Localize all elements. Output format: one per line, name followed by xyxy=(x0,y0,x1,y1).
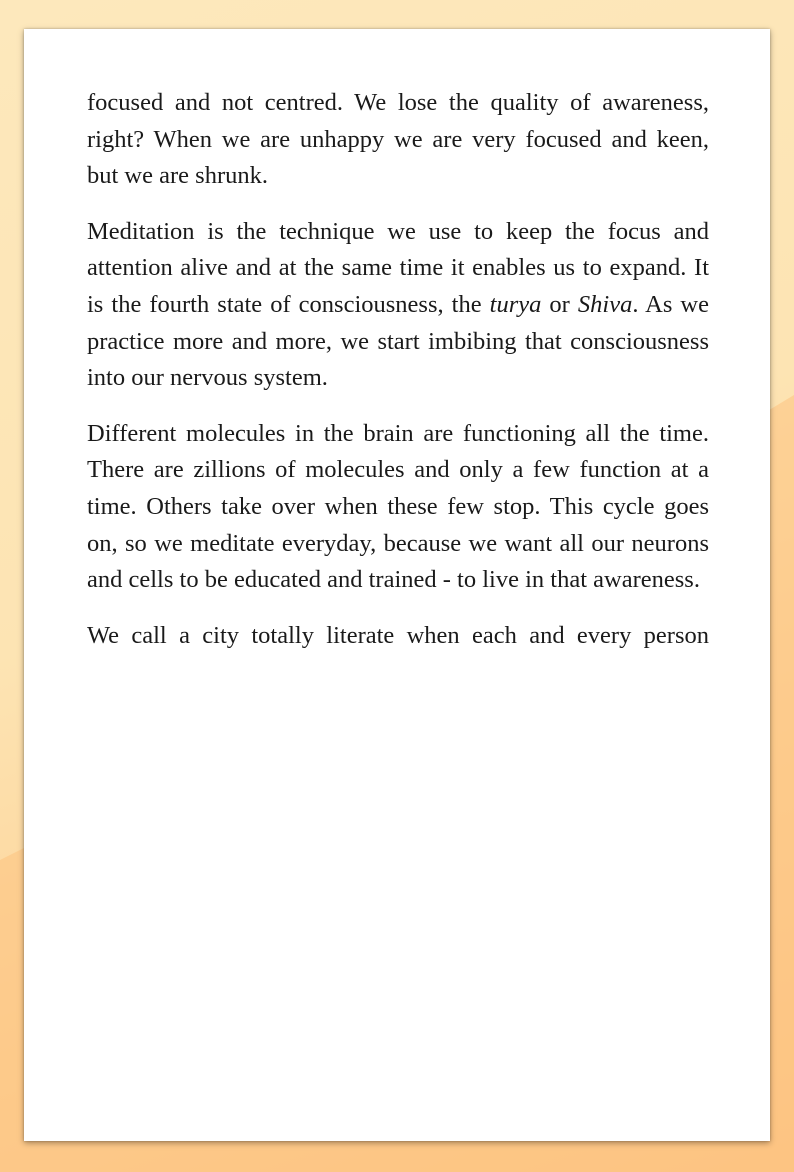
paragraph-2-text-end: . As we practice more and more, we start imbibing that consciousness into our nervous system. xyxy=(87,290,709,392)
italic-term-shiva: Shiva xyxy=(577,290,633,318)
italic-term-turya: turya xyxy=(489,290,542,318)
paragraph-4: We call a city totally literate when each and every person xyxy=(87,621,709,649)
paragraph-3: Different molecules in the brain are functioning all the time. There are zillions of molecules and only a few function at a time. Others take over when these few stop. This cycle goes on, so we meditate everyday, because we want all our neurons and cells to be educated and trained - to live in that awareness. xyxy=(87,419,709,594)
paragraph-1: focused and not centred. We lose the quality of awareness, right? When we are unhappy we are very focused and keen, but we are shrunk. xyxy=(87,89,709,190)
paragraph-2-text-start: Meditation is the technique we use to keep the focus and attention alive and at the same time it enables us to expand. It is the fourth state of consciousness, the xyxy=(87,217,709,318)
paragraph-2 xyxy=(87,214,709,397)
page-text xyxy=(87,85,709,673)
paragraph-2-text-middle: or xyxy=(541,290,578,318)
document-page xyxy=(24,29,770,1141)
